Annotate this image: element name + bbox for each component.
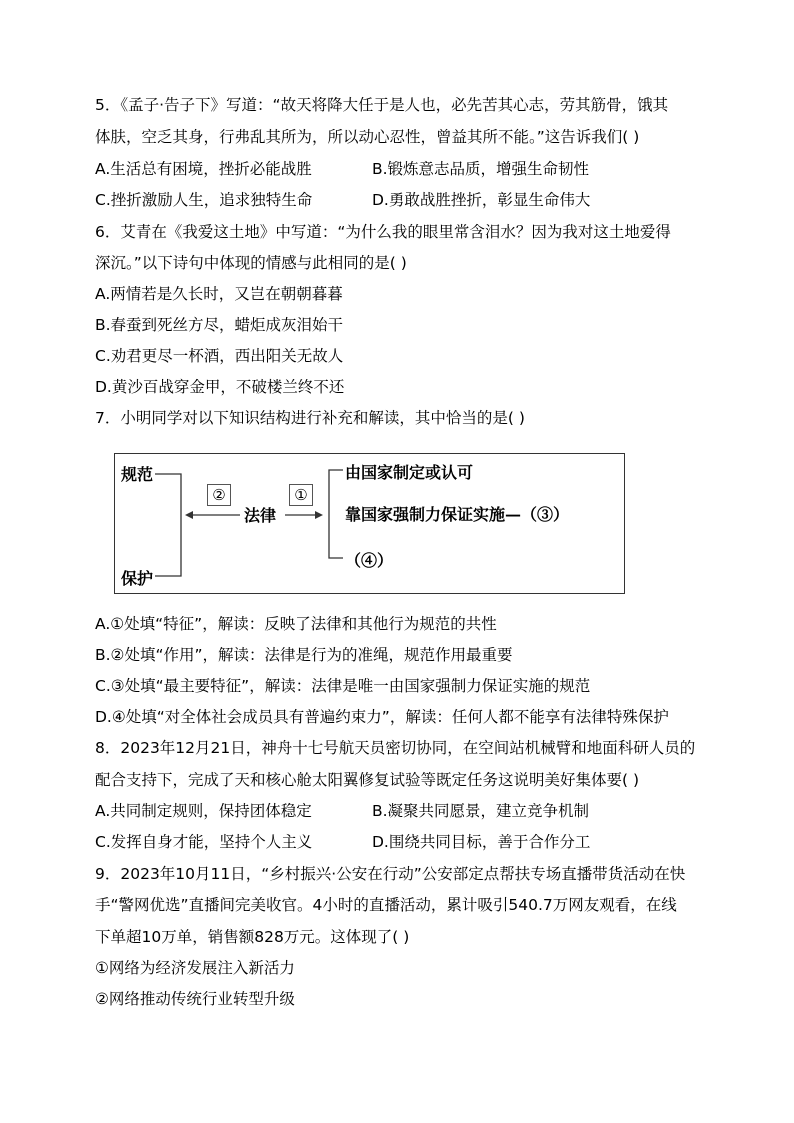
q8-stem-line1: 8．2023年12月21日，神舟十七号航天员密切协同，在空间站机械臂和地面科研人员的: [95, 739, 696, 757]
q6-stem-line2: 深沉。”以下诗句中体现的情感与此相同的是( ): [95, 254, 407, 272]
q5-option-a: A.生活总有困境，挫折必能战胜: [95, 160, 312, 178]
q6-option-d: D.黄沙百战穿金甲，不破楼兰终不还: [95, 378, 345, 396]
q6-stem-line1: 6．艾青在《我爱这土地》中写道：“为什么我的眼里常含泪水？因为我对这土地爱得: [95, 223, 671, 241]
diagram-box-1: ①: [289, 484, 313, 506]
diagram-label-norm: 规范: [121, 465, 154, 484]
q5-option-b: B.锻炼意志品质，增强生命韧性: [372, 160, 590, 178]
q8-option-c: C.发挥自身才能，坚持个人主义: [95, 833, 313, 851]
q5-stem-line1: 5．《孟子·告子下》写道：“故天将降大任于是人也，必先苦其心志，劳其筋骨，饿其: [95, 96, 669, 114]
diagram-label-law: 法律: [244, 506, 277, 525]
q7-stem: 7．小明同学对以下知识结构进行补充和解读，其中恰当的是( ): [95, 409, 525, 427]
q6-option-b: B.春蚕到死丝方尽，蜡炬成灰泪始干: [95, 316, 344, 334]
q8-option-a: A.共同制定规则，保持团体稳定: [95, 802, 312, 820]
q8-option-b: B.凝聚共同愿景，建立竞争机制: [372, 802, 590, 820]
q5-stem-line2: 体肤，空乏其身，行弗乱其所为，所以动心忍性，曾益其所不能。”这告诉我们( ): [95, 128, 640, 146]
q9-item-1: ①网络为经济发展注入新活力: [95, 959, 295, 977]
q8-stem-line2: 配合支持下，完成了天和核心舱太阳翼修复试验等既定任务这说明美好集体要( ): [95, 771, 640, 789]
q7-option-a: A.①处填“特征”，解读：反映了法律和其他行为规范的共性: [95, 615, 497, 633]
q9-stem-line3: 下单超10万单，销售额828万元。这体现了( ): [95, 928, 410, 946]
diagram-box-2: ②: [207, 484, 231, 506]
q9-stem-line2: 手“警网优选”直播间完美收官。4小时的直播活动，累计吸引540.7万网友观看，在线: [95, 896, 677, 914]
q9-item-2: ②网络推动传统行业转型升级: [95, 990, 295, 1008]
q6-option-a: A.两情若是久长时，又岂在朝朝暮暮: [95, 285, 343, 303]
diagram-right-line3: （④）: [345, 551, 394, 570]
q9-stem-line1: 9．2023年10月11日，“乡村振兴·公安在行动”公安部定点帮扶专场直播带货活动在快: [95, 865, 686, 883]
diagram-label-protect: 保护: [121, 569, 154, 588]
q7-option-d: D.④处填“对全体社会成员具有普遍约束力”，解读：任何人都不能享有法律特殊保护: [95, 708, 669, 726]
q5-option-d: D.勇敢战胜挫折，彰显生命伟大: [372, 191, 591, 209]
q6-option-c: C.劝君更尽一杯酒，西出阳关无故人: [95, 347, 344, 365]
diagram-right-line1: 由国家制定或认可: [345, 463, 474, 482]
q7-option-b: B.②处填“作用”，解读：法律是行为的准绳，规范作用最重要: [95, 646, 513, 664]
q5-option-c: C.挫折激励人生，追求独特生命: [95, 191, 313, 209]
knowledge-structure-diagram: [114, 453, 625, 594]
diagram-right-line2: 靠国家强制力保证实施—（③）: [345, 505, 570, 524]
q7-option-c: C.③处填“最主要特征”，解读：法律是唯一由国家强制力保证实施的规范: [95, 677, 591, 695]
q8-option-d: D.围绕共同目标，善于合作分工: [372, 833, 591, 851]
